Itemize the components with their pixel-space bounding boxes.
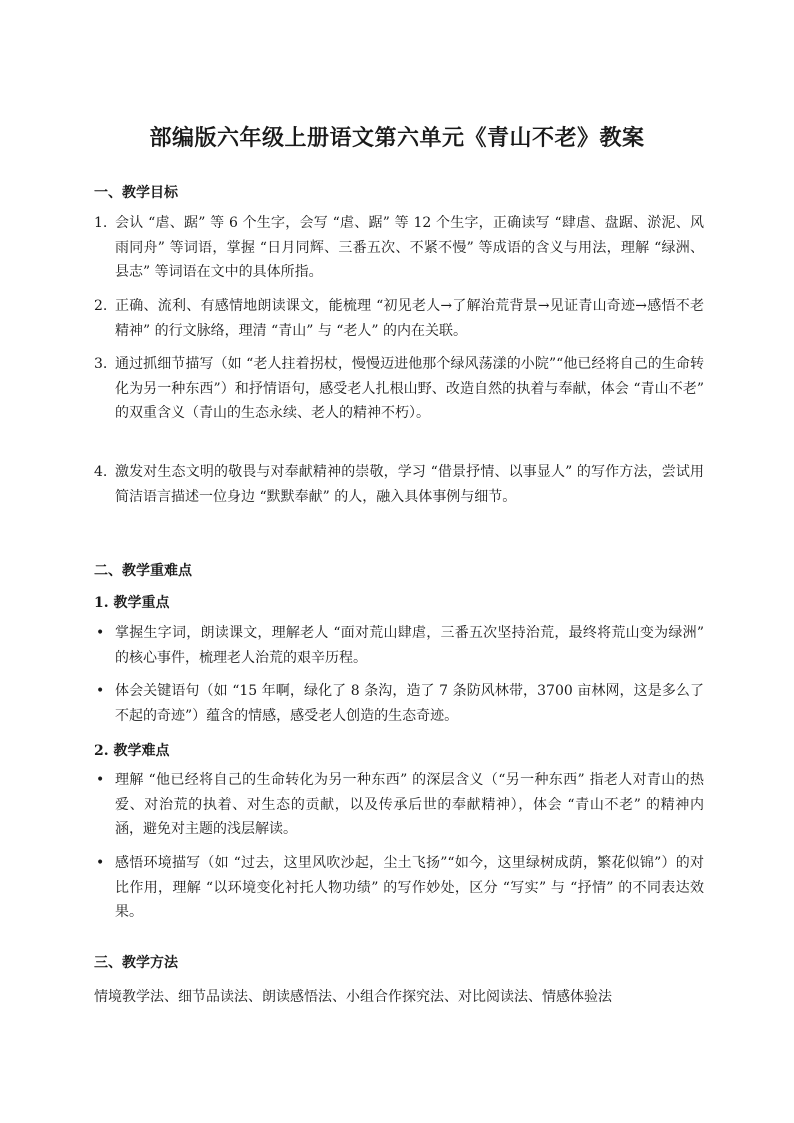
section-heading-methods: 三、教学方法 xyxy=(94,955,178,971)
item-text: 感悟环境描写（如 “过去，这里风吹沙起，尘土飞扬”“如今，这里绿树成荫，繁花似锦”）的对比作用，理解 “以环境变化衬托人物功绩” 的写作妙处，区分 “写实” 与 “抒情” 的不同表达效果。 xyxy=(115,855,704,920)
bullet-icon: • xyxy=(96,625,105,641)
methods-text: 情境教学法、细节品读法、朗读感悟法、小组合作探究法、对比阅读法、情感体验法 xyxy=(94,989,612,1005)
bullet-icon: • xyxy=(96,683,105,699)
difficult-point-item xyxy=(94,768,704,842)
objective-item xyxy=(94,352,704,426)
key-point-item xyxy=(94,621,704,670)
item-number: 2. xyxy=(94,298,108,314)
item-text: 理解 “他已经将自己的生命转化为另一种东西” 的深层含义（“另一种东西” 指老人对青山的热爱、对治荒的执着、对生态的贡献，以及传承后世的奉献精神），体会 “青山不老” 的精神内涵，避免对主题的浅层解读。 xyxy=(115,772,704,837)
subheading-key-points: 1. 教学重点 xyxy=(94,595,170,611)
item-text: 正确、流利、有感情地朗读课文，能梳理 “初见老人→了解治荒背景→见证青山奇迹→感悟不老精神” 的行文脉络，理清 “青山” 与 “老人” 的内在关联。 xyxy=(115,298,704,339)
item-number: 1. xyxy=(94,215,108,231)
item-text: 激发对生态文明的敬畏与对奉献精神的崇敬，学习 “借景抒情、以事显人” 的写作方法，尝试用简洁语言描述一位身边 “默默奉献” 的人，融入具体事例与细节。 xyxy=(115,464,704,505)
item-text: 通过抓细节描写（如 “老人拄着拐杖，慢慢迈进他那个绿风荡漾的小院”“他已经将自己的生命转化为另一种东西”）和抒情语句，感受老人扎根山野、改造自然的执着与奉献，体会 “青山不老” 的双重含义（青山的生态永续、老人的精神不朽）。 xyxy=(115,356,704,421)
document-title: 部编版六年级上册语文第六单元《青山不老》教案 xyxy=(149,125,645,151)
item-number: 3. xyxy=(94,356,108,372)
section-heading-key-points: 二、教学重难点 xyxy=(94,563,192,579)
objective-item xyxy=(94,460,704,509)
item-number: 4. xyxy=(94,464,108,480)
subheading-difficult-points: 2. 教学难点 xyxy=(94,743,170,759)
section-heading-objectives: 一、教学目标 xyxy=(94,185,178,201)
key-point-item xyxy=(94,679,704,728)
objective-item xyxy=(94,211,704,285)
item-text: 掌握生字词，朗读课文，理解老人 “面对荒山肆虐，三番五次坚持治荒，最终将荒山变为绿洲” 的核心事件，梳理老人治荒的艰辛历程。 xyxy=(115,625,704,666)
bullet-icon: • xyxy=(96,855,105,871)
objective-item xyxy=(94,294,704,343)
difficult-point-item xyxy=(94,851,704,925)
item-text: 体会关键语句（如 “15 年啊，绿化了 8 条沟，造了 7 条防风林带，3700 亩林网，这是多么了不起的奇迹”）蕴含的情感，感受老人创造的生态奇迹。 xyxy=(115,683,704,724)
item-text: 会认 “虐、踞” 等 6 个生字，会写 “虐、踞” 等 12 个生字，正确读写 “肆虐、盘踞、淤泥、风雨同舟” 等词语，掌握 “日月同辉、三番五次、不紧不慢” 等成语的含义与用法，理解 “绿洲、县志” 等词语在文中的具体所指。 xyxy=(115,215,704,280)
bullet-icon: • xyxy=(96,772,105,788)
